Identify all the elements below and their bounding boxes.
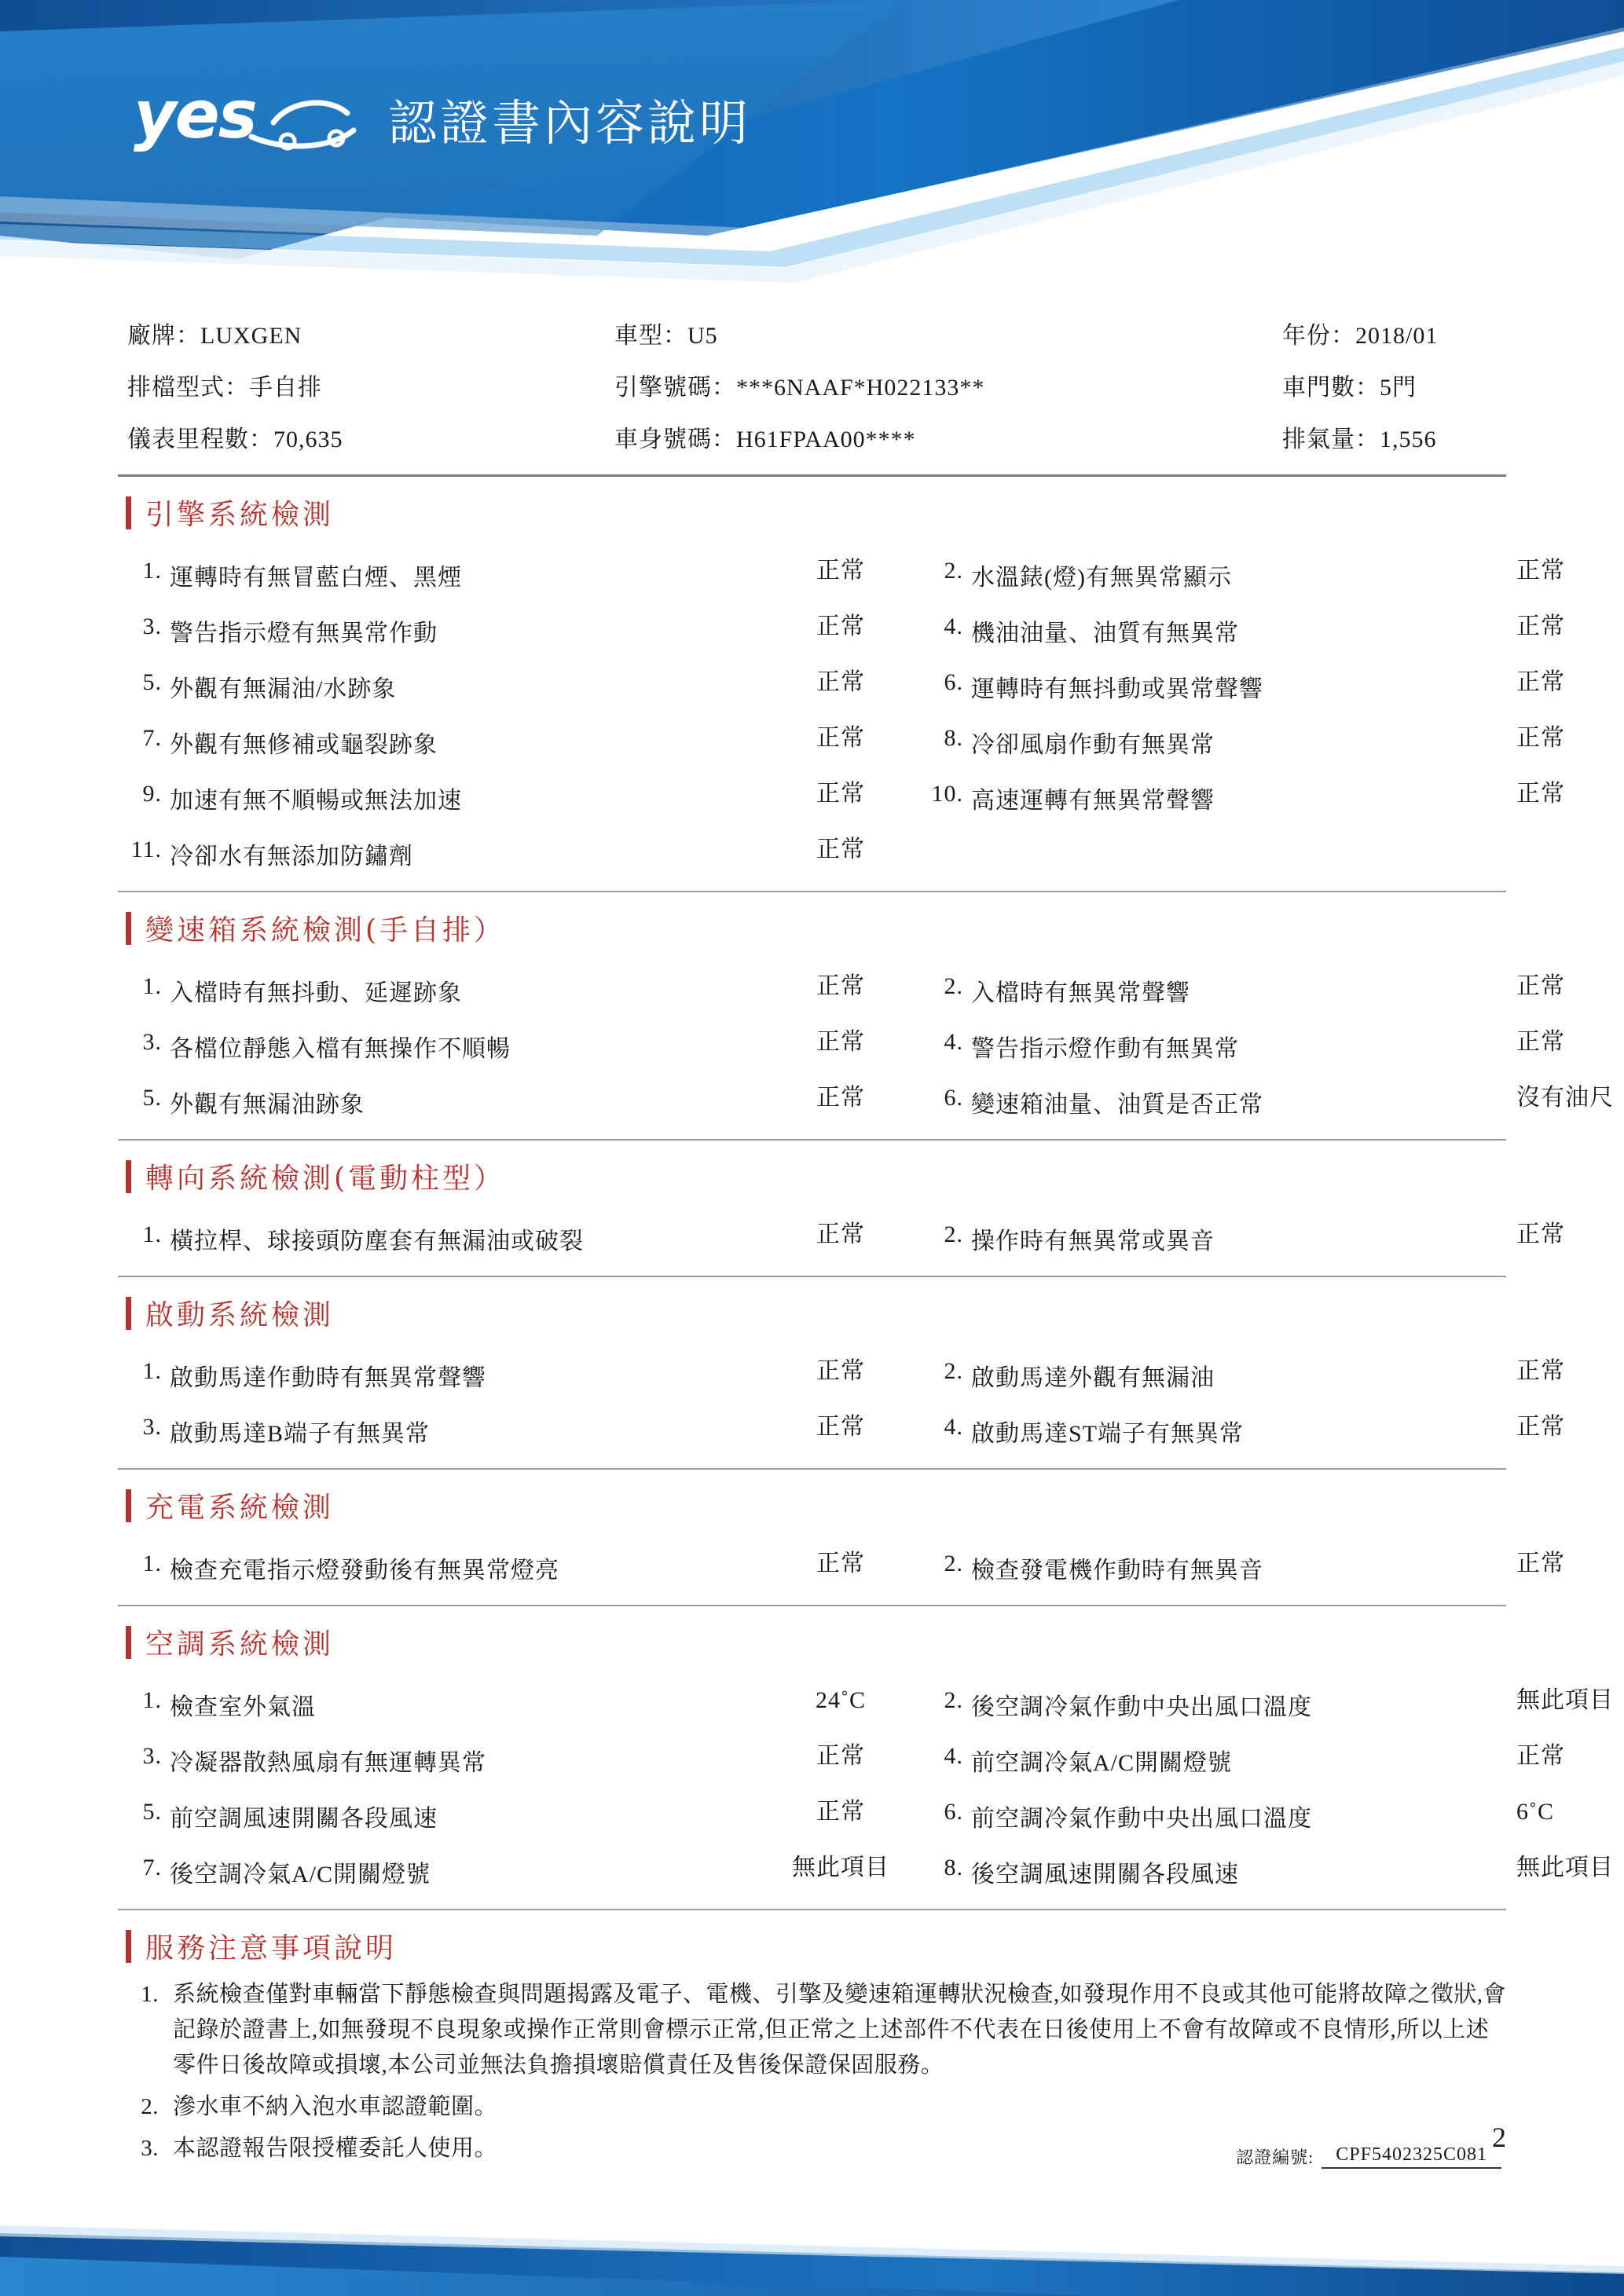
note-number: 2. [141,2093,159,2119]
item-value: 6˚C [1516,1799,1554,1825]
item-value: 正常 [1516,1029,1565,1055]
note-text: 本認證報告限授權委託人使用。 [173,2135,498,2161]
item-label: 冷卻風扇作動有無異常 [971,732,1215,758]
item-label: 機油油量、油質有無異常 [971,621,1239,646]
table-row [118,1207,1565,1263]
table-row [118,711,1565,767]
item-number: 6. [944,1085,963,1111]
item-value: 正常 [816,725,865,751]
item-number: 3. [142,613,162,639]
item-label: 警告指示燈有無異常作動 [170,621,438,646]
item-number: 7. [142,725,162,751]
section-rows [118,956,1614,1126]
section-accent-bar [126,1160,131,1193]
certificate-number-label: 認證編號: [1236,2147,1314,2167]
item-number: 3. [142,1743,162,1769]
item-value: 無此項目 [792,1855,889,1880]
item-value: 正常 [1516,1551,1565,1576]
section-rows [118,540,1565,878]
item-label: 後空調風速開關各段風速 [971,1862,1239,1888]
item-number: 3. [142,1029,162,1055]
item-label: 前空調風速開關各段風速 [170,1806,438,1832]
item-label: 啟動馬達B端子有無異常 [170,1421,431,1447]
yes-logo-icon [134,75,361,162]
item-value: 正常 [816,1551,865,1576]
footer-banner-graphic [0,2202,1624,2296]
section-rows [118,1204,1565,1263]
vehicle-info-year: 年份：2018/01 [1282,323,1439,349]
section-header [118,1910,1506,1974]
item-number: 5. [142,1799,162,1825]
item-label: 啟動馬達外觀有無漏油 [971,1365,1215,1391]
item-value: 正常 [1516,669,1565,695]
section-title: 啟動系統檢測 [145,1299,335,1331]
vehicle-info-transmission: 排檔型式：手自排 [127,375,322,401]
item-number: 10. [931,781,963,807]
item-number: 9. [142,781,162,807]
item-label: 運轉時有無冒藍白煙、黑煙 [170,565,462,591]
vehicle-info-brand: 廠牌：LUXGEN [127,323,302,349]
table-row [118,1536,1565,1592]
section-header [118,1606,1506,1670]
section-charging [118,1470,1565,1606]
item-number: 5. [142,1085,162,1111]
item-value: 正常 [816,1799,865,1825]
item-value: 正常 [1516,1358,1565,1384]
item-value: 正常 [1516,1221,1565,1247]
item-label: 後空調冷氣A/C開關燈號 [170,1862,431,1888]
vehicle-info-doors: 車門數：5門 [1282,375,1417,401]
item-number: 2. [944,558,963,584]
section-accent-bar [126,1626,131,1659]
section-steering [118,1141,1565,1277]
item-value: 正常 [816,1221,865,1247]
table-row [118,599,1565,655]
item-label: 各檔位靜態入檔有無操作不順暢 [170,1036,511,1062]
section-air-conditioning [118,1606,1614,1910]
item-value: 正常 [1516,725,1565,751]
table-row [118,544,1565,599]
section-engine [118,477,1565,892]
document-body [0,298,1624,2169]
item-label: 橫拉桿、球接頭防塵套有無漏油或破裂 [170,1229,584,1254]
section-header [118,477,1506,540]
list-item [118,1974,1506,2086]
vehicle-info-displacement: 排氣量：1,556 [1282,427,1437,452]
item-value: 正常 [816,781,865,807]
vehicle-info-engine-no: 引擎號碼：***6NAAF*H022133** [614,375,985,401]
item-label: 水溫錶(燈)有無異常顯示 [971,565,1232,591]
page-title: 認證書內容說明 [388,93,752,152]
item-number: 1. [142,1358,162,1384]
item-value: 正常 [816,1743,865,1769]
logo-wordmark: yes [134,76,256,153]
item-label: 冷凝器散熱風扇有無運轉異常 [170,1750,486,1776]
item-value: 正常 [816,1358,865,1384]
item-value: 沒有油尺 [1516,1085,1614,1111]
item-number: 2. [944,1358,963,1384]
item-value: 24˚C [816,1687,866,1713]
table-row [118,1344,1565,1400]
item-label: 操作時有無異常或異音 [971,1229,1215,1254]
item-value: 正常 [816,973,865,999]
section-accent-bar [126,1297,131,1330]
item-label: 前空調冷氣作動中央出風口溫度 [971,1806,1312,1832]
brand-logo [134,75,751,162]
item-value: 正常 [816,837,865,862]
item-number: 4. [944,613,963,639]
item-number: 8. [944,1855,963,1880]
section-rows [118,1533,1565,1592]
item-label: 高速運轉有無異常聲響 [971,788,1215,814]
item-value: 正常 [1516,558,1565,584]
item-number: 1. [142,558,162,584]
item-number: 1. [142,1221,162,1247]
section-header [118,1277,1506,1341]
item-label: 檢查室外氣溫 [170,1694,316,1720]
table-row [118,1400,1565,1456]
item-number: 7. [142,1855,162,1880]
section-title: 服務注意事項說明 [145,1932,398,1965]
item-value: 正常 [1516,1414,1565,1440]
item-label: 入檔時有無抖動、延遲跡象 [170,980,462,1006]
note-text: 系統檢查僅對車輛當下靜態檢查與問題揭露及電子、電機、引擎及變速箱運轉狀況檢查,如發現作用不良或其他可能將故障之徵狀,會記錄於證書上,如無發現不良現象或操作正常則會標示正常,但正常之上述部件不代表在日後使用上不會有故障或不良情形,所以上述零件日後故障或損壞,本公司並無法負擔損壞賠償責任及售後保證保固服務。 [173,1982,1507,2078]
item-number: 4. [944,1414,963,1440]
section-title: 引擎系統檢測 [145,499,335,531]
section-header [118,1470,1506,1533]
item-value: 正常 [1516,613,1565,639]
item-label: 外觀有無漏油/水跡象 [170,676,397,702]
item-number: 6. [944,1799,963,1825]
list-item [118,2086,1506,2128]
item-value: 無此項目 [1516,1855,1614,1880]
item-label: 後空調冷氣作動中央出風口溫度 [971,1694,1312,1720]
item-number: 1. [142,1687,162,1713]
item-value: 正常 [1516,781,1565,807]
item-label: 檢查充電指示燈發動後有無異常燈亮 [170,1558,559,1584]
certificate-number-value: CPF5402325C081 [1322,2144,1501,2169]
item-label: 外觀有無漏油跡象 [170,1092,365,1118]
table-row [118,1015,1565,1071]
item-label: 變速箱油量、油質是否正常 [971,1092,1263,1118]
section-title: 轉向系統檢測(電動柱型） [145,1163,506,1195]
table-row [118,655,1565,711]
section-rows [118,1341,1565,1456]
item-number: 8. [944,725,963,751]
item-value: 正常 [816,1029,865,1055]
item-value: 正常 [1516,1743,1565,1769]
section-header [118,1141,1506,1204]
section-title: 充電系統檢測 [145,1492,335,1524]
table-row [118,1673,1614,1729]
section-starter [118,1277,1565,1470]
item-number: 6. [944,669,963,695]
item-number: 4. [944,1029,963,1055]
vehicle-info-mileage: 儀表里程數：70,635 [127,427,343,452]
item-number: 2. [944,1551,963,1576]
vehicle-info-vin: 車身號碼：H61FPAA00**** [614,427,916,452]
table-row [118,1071,1614,1126]
section-header [118,892,1506,956]
item-number: 11. [130,837,162,862]
section-accent-bar [126,912,131,945]
section-accent-bar [126,1930,131,1963]
item-number: 2. [944,1221,963,1247]
item-label: 入檔時有無異常聲響 [971,980,1190,1006]
page-footer [0,2202,1624,2296]
section-accent-bar [126,496,131,529]
note-number: 1. [141,1982,159,2007]
item-value: 正常 [816,558,865,584]
note-text: 滲水車不納入泡水車認證範圍。 [173,2093,498,2119]
item-number: 1. [142,973,162,999]
item-number: 5. [142,669,162,695]
item-number: 2. [944,973,963,999]
item-value: 正常 [1516,973,1565,999]
table-row [118,1840,1614,1896]
item-label: 冷卻水有無添加防鏽劑 [170,844,413,870]
note-number: 3. [141,2135,159,2161]
item-number: 4. [944,1743,963,1769]
item-number: 1. [142,1551,162,1576]
section-accent-bar [126,1489,131,1522]
item-label: 外觀有無修補或龜裂跡象 [170,732,438,758]
table-row [118,1785,1554,1840]
table-row [118,959,1565,1015]
item-label: 警告指示燈作動有無異常 [971,1036,1239,1062]
section-rows [118,1670,1614,1896]
item-value: 正常 [816,613,865,639]
item-value: 正常 [816,1085,865,1111]
item-label: 啟動馬達作動時有無異常聲響 [170,1365,486,1391]
page-header [0,0,1624,298]
logo-car-swoosh-icon [134,75,361,162]
vehicle-info-block [118,298,1506,477]
item-number: 3. [142,1414,162,1440]
section-transmission [118,892,1614,1141]
item-value: 無此項目 [1516,1687,1614,1713]
item-value: 正常 [816,1414,865,1440]
table-row [118,822,1506,878]
item-label: 運轉時有無抖動或異常聲響 [971,676,1263,702]
item-label: 前空調冷氣A/C開關燈號 [971,1750,1233,1776]
item-label: 加速有無不順暢或無法加速 [170,788,462,814]
item-label: 啟動馬達ST端子有無異常 [971,1421,1245,1447]
vehicle-info-model: 車型：U5 [614,323,718,349]
table-row [118,1729,1565,1785]
section-title: 空調系統檢測 [145,1628,335,1661]
section-title: 變速箱系統檢測(手自排） [145,914,506,947]
item-value: 正常 [816,669,865,695]
table-row [118,767,1565,822]
item-label: 檢查發電機作動時有無異音 [971,1558,1263,1584]
item-number: 2. [944,1687,963,1713]
page-number: 2 [1492,2122,1506,2153]
